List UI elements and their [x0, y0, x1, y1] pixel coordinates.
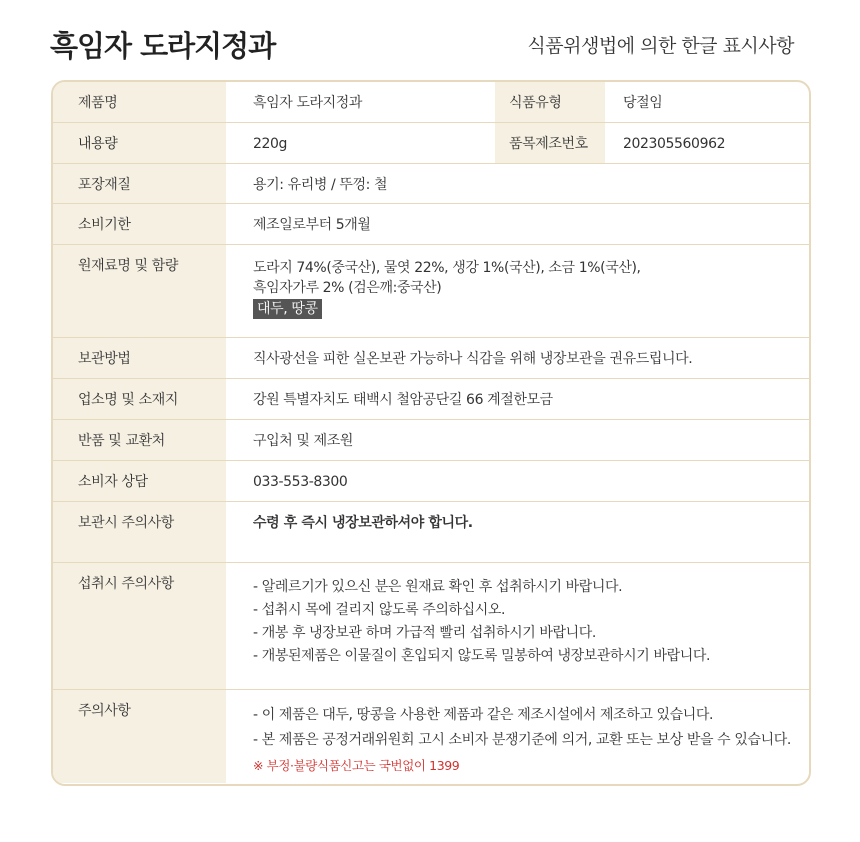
page-title: 흑임자 도라지정과	[50, 29, 276, 63]
packaging-value: 용기: 유리병 / 뚜껑: 철	[226, 163, 809, 203]
caution-value	[226, 689, 809, 783]
row-packaging	[53, 163, 809, 203]
expiry-label: 소비기한	[53, 203, 226, 244]
packaging-label: 포장재질	[53, 163, 226, 203]
company-value: 강원 특별자치도 태백시 철암공단길 66 계절한모금	[226, 378, 809, 419]
row-expiry	[53, 203, 809, 244]
row-company	[53, 378, 809, 419]
intake-caution-line: - 개봉된제품은 이물질이 혼입되지 않도록 밀봉하여 냉장보관하시기 바랍니다.	[253, 647, 711, 664]
row-storage-caution	[53, 501, 809, 562]
caution-line: - 이 제품은 대두, 땅콩을 사용한 제품과 같은 제조시설에서 제조하고 있습니다.	[253, 706, 714, 723]
caution-line: - 본 제품은 공정거래위원회 고시 소비자 분쟁기준에 의거, 교환 또는 보상 받을 수 있습니다.	[253, 731, 791, 748]
row-return	[53, 419, 809, 460]
food-type-value: 당절임	[605, 82, 809, 122]
consult-value: 033-553-8300	[226, 460, 809, 501]
allergen-tag: 대두, 땅콩	[253, 299, 322, 319]
volume-label: 내용량	[53, 122, 226, 163]
ingredients-line-1: 도라지 74%(중국산), 물엿 22%, 생강 1%(국산), 소금 1%(국산),	[253, 259, 641, 276]
caution-label: 주의사항	[53, 689, 226, 783]
intake-caution-line: - 개봉 후 냉장보관 하며 가급적 빨리 섭취하시기 바랍니다.	[253, 624, 596, 641]
product-name-value: 흑임자 도라지정과	[226, 82, 495, 122]
storage-caution-label: 보관시 주의사항	[53, 501, 226, 562]
storage-label: 보관방법	[53, 337, 226, 378]
row-ingredients	[53, 244, 809, 337]
storage-caution-value: 수령 후 즉시 냉장보관하셔야 합니다.	[226, 501, 809, 562]
ingredients-value	[226, 244, 809, 337]
volume-value: 220g	[226, 122, 495, 163]
row-product-name	[53, 82, 809, 122]
label-table-container	[51, 80, 811, 786]
intake-caution-value	[226, 562, 809, 689]
expiry-value: 제조일로부터 5개월	[226, 203, 809, 244]
report-note: ※ 부정·불량식품신고는 국번없이 1399	[253, 757, 460, 773]
product-name-label: 제품명	[53, 82, 226, 122]
row-volume	[53, 122, 809, 163]
intake-caution-label: 섭취시 주의사항	[53, 562, 226, 689]
food-type-label: 식품유형	[495, 82, 605, 122]
report-no-value: 202305560962	[605, 122, 809, 163]
row-consult	[53, 460, 809, 501]
return-value: 구입처 및 제조원	[226, 419, 809, 460]
intake-caution-line: - 알레르기가 있으신 분은 원재료 확인 후 섭취하시기 바랍니다.	[253, 578, 623, 595]
header	[0, 0, 860, 80]
return-label: 반품 및 교환처	[53, 419, 226, 460]
row-caution	[53, 689, 809, 783]
page-subtitle: 식품위생법에 의한 한글 표시사항	[527, 35, 794, 57]
label-table	[53, 82, 809, 783]
intake-caution-line: - 섭취시 목에 걸리지 않도록 주의하십시오.	[253, 601, 506, 618]
report-no-label: 품목제조번호	[495, 122, 605, 163]
consult-label: 소비자 상담	[53, 460, 226, 501]
row-storage	[53, 337, 809, 378]
row-intake-caution	[53, 562, 809, 689]
storage-value: 직사광선을 피한 실온보관 가능하나 식감을 위해 냉장보관을 권유드립니다.	[226, 337, 809, 378]
ingredients-line-2: 흑임자가루 2% (검은깨:중국산)	[253, 279, 442, 296]
company-label: 업소명 및 소재지	[53, 378, 226, 419]
ingredients-label: 원재료명 및 함량	[53, 244, 226, 337]
